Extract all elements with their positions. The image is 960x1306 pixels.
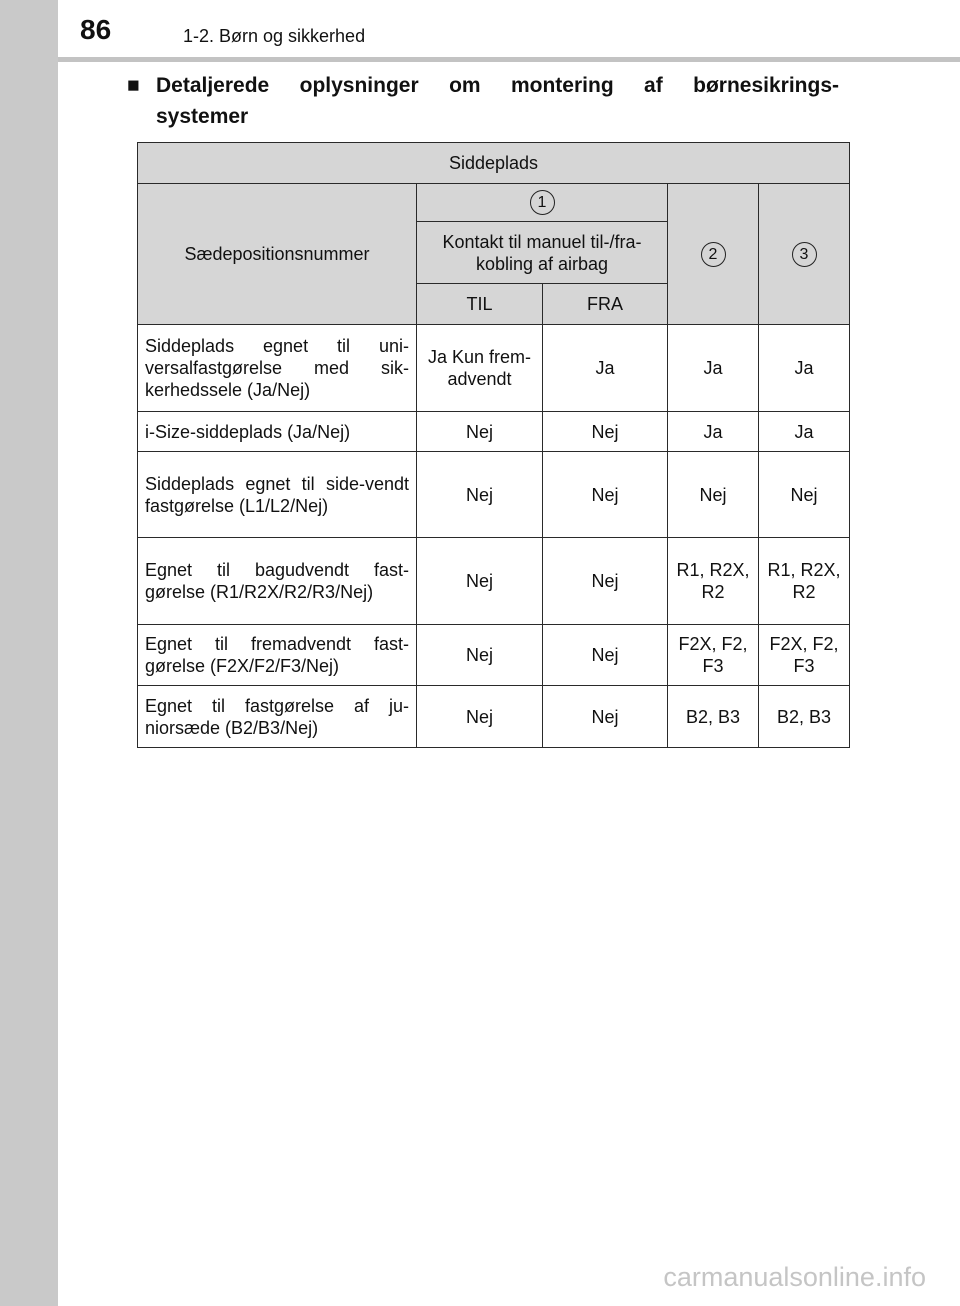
- table-title: Siddeplads: [138, 143, 850, 184]
- table-cell-on: Nej: [417, 625, 543, 686]
- table-cell-off: Nej: [543, 686, 668, 748]
- table-cell-seat3: F2X, F2, F3: [759, 625, 850, 686]
- table-cell-on: Nej: [417, 412, 543, 452]
- table-cell-off: Nej: [543, 452, 668, 538]
- section-title: 1-2. Børn og sikkerhed: [183, 26, 366, 46]
- heading-line-1: Detaljerede oplysninger om montering af børnesikrings-: [156, 74, 839, 97]
- off-header: FRA: [543, 284, 668, 325]
- seat-number-3-icon: 3: [792, 242, 817, 267]
- table-cell-seat3: R1, R2X, R2: [759, 538, 850, 625]
- on-header: TIL: [417, 284, 543, 325]
- table-cell-on: Nej: [417, 538, 543, 625]
- table-cell-seat2: R1, R2X, R2: [668, 538, 759, 625]
- table-cell-seat2: F2X, F2, F3: [668, 625, 759, 686]
- seat-number-1-icon: 1: [530, 190, 555, 215]
- table-cell-seat2: B2, B3: [668, 686, 759, 748]
- seat-3-header: [759, 184, 850, 325]
- table-cell-seat3: Ja: [759, 412, 850, 452]
- heading-line-2: systemer: [156, 105, 249, 128]
- table-cell-on: Nej: [417, 686, 543, 748]
- table-cell-off: Nej: [543, 538, 668, 625]
- table-row-label: Egnet til bagudvendt fast-gørelse (R1/R2X/R2/R3/Nej): [138, 538, 417, 625]
- table-cell-seat3: Nej: [759, 452, 850, 538]
- table-row-label: i-Size-siddeplads (Ja/Nej): [138, 412, 417, 452]
- header-divider: [58, 57, 960, 62]
- table-cell-seat2: Ja: [668, 412, 759, 452]
- seat-1-header: [417, 184, 668, 222]
- watermark: carmanualsonline.info: [663, 1262, 926, 1292]
- table-cell-off: Nej: [543, 412, 668, 452]
- table-row-label: Siddeplads egnet til side-vendt fastgørelse (L1/L2/Nej): [138, 452, 417, 538]
- seat-compatibility-table: [137, 142, 850, 748]
- page-number: 86: [80, 14, 112, 45]
- table-cell-seat3: B2, B3: [759, 686, 850, 748]
- seat-2-header: [668, 184, 759, 325]
- table-cell-off: Nej: [543, 625, 668, 686]
- square-bullet-icon: ■: [127, 74, 140, 97]
- table-row-label: Egnet til fastgørelse af ju-niorsæde (B2/B3/Nej): [138, 686, 417, 748]
- airbag-switch-header: Kontakt til manuel til-/fra-kobling af airbag: [417, 222, 668, 284]
- page-margin-bar: [0, 0, 58, 1306]
- table-cell-seat2: Ja: [668, 325, 759, 412]
- seat-number-2-icon: 2: [701, 242, 726, 267]
- table-row-label: Egnet til fremadvendt fast-gørelse (F2X/F2/F3/Nej): [138, 625, 417, 686]
- table-cell-seat2: Nej: [668, 452, 759, 538]
- table-cell-seat3: Ja: [759, 325, 850, 412]
- table-cell-on: Nej: [417, 452, 543, 538]
- table-row-label: Siddeplads egnet til uni-versalfastgørelse med sik-kerhedssele (Ja/Nej): [138, 325, 417, 412]
- table-cell-on: Ja Kun frem-advendt: [417, 325, 543, 412]
- table-cell-off: Ja: [543, 325, 668, 412]
- seat-position-header: Sædepositionsnummer: [138, 184, 417, 325]
